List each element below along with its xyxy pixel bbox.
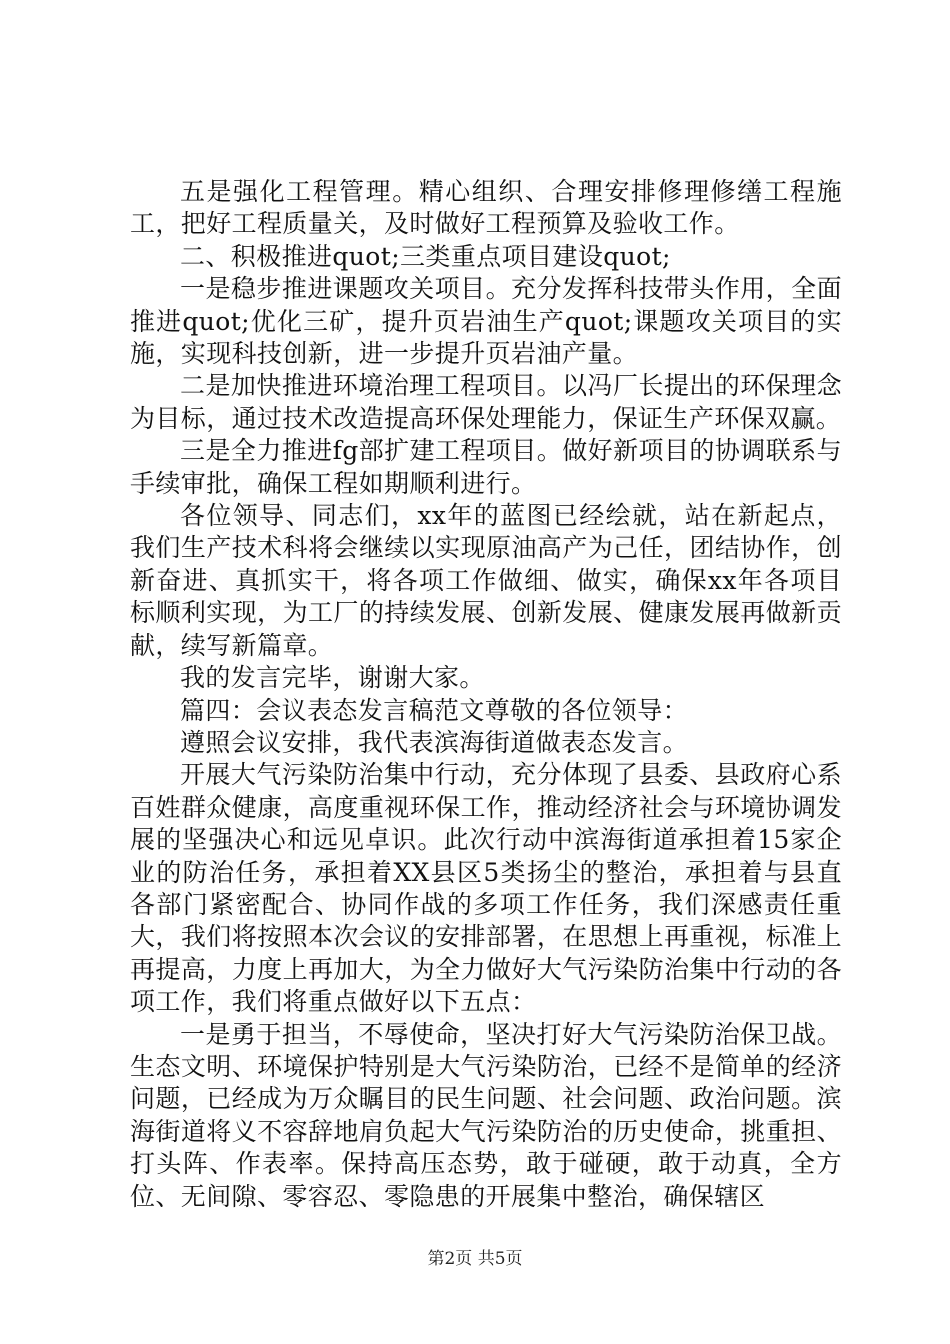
article-heading: 篇四：会议表态发言稿范文尊敬的各位领导：: [180, 695, 689, 725]
document-body: [130, 176, 842, 1213]
paragraph: 一是勇于担当，不辱使命，坚决打好大气污染防治保卫战。生态文明、环境保护特别是大气污染防治，已经不是简单的经济问题，已经成为万众瞩目的民生问题、社会问题、政治问题。滨海街道将义不容辞地肩负起大气污染防治的历史使命，挑重担、打头阵、作表率。保持高压态势，敢于碰硬，敢于动真，全方位、无间隙、零容忍、零隐患的开展集中整治，确保辖区: [130, 1019, 842, 1211]
paragraph: 遵照会议安排，我代表滨海街道做表态发言。: [180, 727, 689, 757]
paragraph: 我的发言完毕，谢谢大家。: [180, 663, 485, 693]
page-number-footer: 第2页 共5页: [427, 1249, 523, 1269]
paragraph: 二是加快推进环境治理工程项目。以冯厂长提出的环保理念为目标，通过技术改造提高环保处理能力，保证生产环保双赢。: [130, 371, 842, 433]
paragraph: 一是稳步推进课题攻关项目。充分发挥科技带头作用，全面推进quot;优化三矿，提升页岩油生产quot;课题攻关项目的实施，实现科技创新，进一步提升页岩油产量。: [130, 274, 842, 369]
paragraph: 三是全力推进fg部扩建工程项目。做好新项目的协调联系与手续审批，确保工程如期顺利进行。: [130, 436, 842, 498]
paragraph: 开展大气污染防治集中行动，充分体现了县委、县政府心系百姓群众健康，高度重视环保工作，推动经济社会与环境协调发展的坚强决心和远见卓识。此次行动中滨海街道承担着15家企业的防治任务，承担着XX县区5类扬尘的整治，承担着与县直各部门紧密配合、协同作战的多项工作任务，我们深感责任重大，我们将按照本次会议的安排部署，在思想上再重视，标准上再提高，力度上再加大，为全力做好大气污染防治集中行动的各项工作，我们将重点做好以下五点：: [130, 760, 842, 1017]
paragraph: 五是强化工程管理。精心组织、合理安排修理修缮工程施工，把好工程质量关，及时做好工程预算及验收工作。: [130, 177, 842, 239]
section-heading: 二、积极推进quot;三类重点项目建设quot;: [180, 241, 671, 271]
paragraph: 各位领导、同志们，xx年的蓝图已经绘就，站在新起点，我们生产技术科将会继续以实现原油高产为己任，团结协作，创新奋进、真抓实干，将各项工作做细、做实，确保xx年各项目标顺利实现，为工厂的持续发展、创新发展、健康发展再做新贡献，续写新篇章。: [130, 501, 842, 660]
